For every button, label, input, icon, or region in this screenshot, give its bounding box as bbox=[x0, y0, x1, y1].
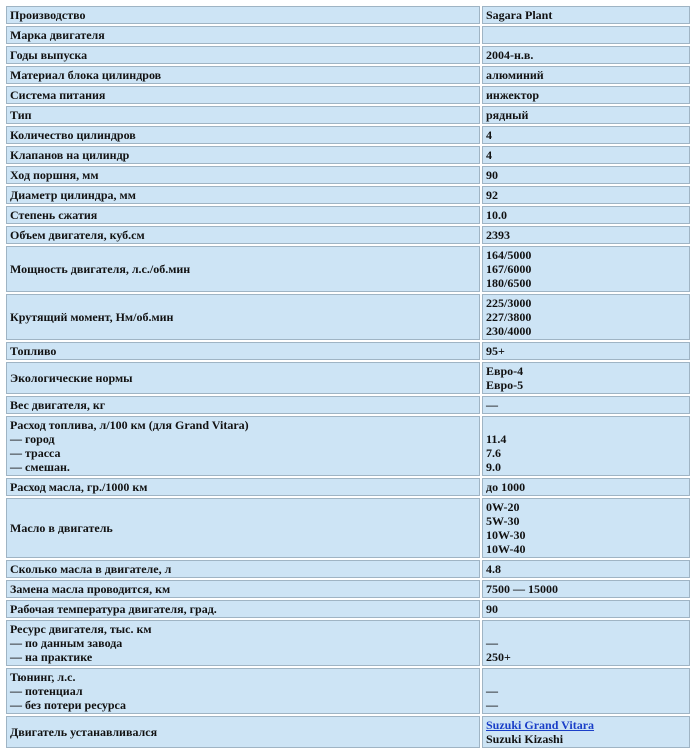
spec-label: Тип bbox=[10, 108, 32, 122]
spec-value-cell bbox=[482, 26, 690, 44]
spec-label: Топливо bbox=[10, 344, 57, 358]
spec-label: Производство bbox=[10, 8, 86, 22]
spec-row bbox=[6, 560, 690, 578]
spec-value: рядный bbox=[486, 108, 529, 122]
spec-value-cell bbox=[482, 294, 690, 340]
specs-table-body bbox=[6, 6, 690, 748]
spec-value: 10.0 bbox=[486, 208, 507, 222]
spec-value: 11.4 bbox=[486, 432, 507, 446]
spec-value-cell bbox=[482, 146, 690, 164]
spec-label-line: Расход топлива, л/100 км (для Grand Vitara) bbox=[10, 418, 249, 432]
spec-row bbox=[6, 396, 690, 414]
spec-value-cell bbox=[482, 66, 690, 84]
spec-value-cell bbox=[482, 600, 690, 618]
spec-value: 227/3800 bbox=[486, 310, 532, 324]
spec-row bbox=[6, 498, 690, 558]
spec-label-cell bbox=[6, 226, 480, 244]
spec-row bbox=[6, 86, 690, 104]
spec-row bbox=[6, 206, 690, 224]
spec-label-line: — потенциал bbox=[10, 684, 83, 698]
spec-label: Замена масла проводится, км bbox=[10, 582, 171, 596]
spec-label: Крутящий момент, Нм/об.мин bbox=[10, 310, 174, 324]
spec-value-cell bbox=[482, 498, 690, 558]
spec-label-cell bbox=[6, 416, 480, 476]
spec-row bbox=[6, 46, 690, 64]
spec-row bbox=[6, 246, 690, 292]
spec-value-cell bbox=[482, 416, 690, 476]
spec-row bbox=[6, 126, 690, 144]
spec-value: — bbox=[486, 636, 498, 650]
spec-value: Евро-4 bbox=[486, 364, 524, 378]
spec-value: 0W-20 bbox=[486, 500, 520, 514]
spec-label: Расход масла, гр./1000 км bbox=[10, 480, 148, 494]
spec-row bbox=[6, 186, 690, 204]
spec-row bbox=[6, 342, 690, 360]
spec-value: 92 bbox=[486, 188, 498, 202]
spec-label-cell bbox=[6, 126, 480, 144]
spec-value: 95+ bbox=[486, 344, 505, 358]
spec-label: Количество цилиндров bbox=[10, 128, 136, 142]
spec-value-cell bbox=[482, 246, 690, 292]
spec-row bbox=[6, 580, 690, 598]
spec-label-line: — по данным завода bbox=[10, 636, 123, 650]
spec-label: Масло в двигатель bbox=[10, 521, 113, 535]
spec-value-cell bbox=[482, 226, 690, 244]
spec-row bbox=[6, 106, 690, 124]
spec-value-cell bbox=[482, 342, 690, 360]
spec-label-cell bbox=[6, 146, 480, 164]
spec-row bbox=[6, 6, 690, 24]
spec-value: 90 bbox=[486, 602, 498, 616]
spec-value-cell bbox=[482, 166, 690, 184]
spec-label-cell bbox=[6, 206, 480, 224]
spec-value: — bbox=[486, 398, 498, 412]
spec-value: до 1000 bbox=[486, 480, 526, 494]
spec-row bbox=[6, 600, 690, 618]
spec-value: 230/4000 bbox=[486, 324, 532, 338]
spec-value: алюминий bbox=[486, 68, 544, 82]
spec-label: Сколько масла в двигателе, л bbox=[10, 562, 172, 576]
spec-row bbox=[6, 146, 690, 164]
spec-label-cell bbox=[6, 294, 480, 340]
spec-label-cell bbox=[6, 246, 480, 292]
spec-label-line: — город bbox=[10, 432, 55, 446]
spec-label-cell bbox=[6, 166, 480, 184]
spec-label-cell bbox=[6, 620, 480, 666]
spec-label-line: Ресурс двигателя, тыс. км bbox=[10, 622, 152, 636]
spec-value: 10W-40 bbox=[486, 542, 526, 556]
spec-value: — bbox=[486, 684, 498, 698]
spec-label-cell bbox=[6, 716, 480, 748]
spec-label: Двигатель устанавливался bbox=[10, 725, 158, 739]
spec-label: Клапанов на цилиндр bbox=[10, 148, 130, 162]
spec-value: Suzuki Kizashi bbox=[486, 732, 564, 746]
spec-row bbox=[6, 66, 690, 84]
spec-value: 7.6 bbox=[486, 446, 501, 460]
spec-label-cell bbox=[6, 362, 480, 394]
spec-label: Марка двигателя bbox=[10, 28, 105, 42]
spec-value-cell bbox=[482, 126, 690, 144]
spec-label-line: Тюнинг, л.с. bbox=[10, 670, 76, 684]
spec-label-cell bbox=[6, 600, 480, 618]
spec-value-cell bbox=[482, 86, 690, 104]
spec-value: 10W-30 bbox=[486, 528, 526, 542]
spec-value: 250+ bbox=[486, 650, 511, 664]
spec-label: Рабочая температура двигателя, град. bbox=[10, 602, 217, 616]
spec-label-cell bbox=[6, 580, 480, 598]
spec-value: Sagara Plant bbox=[486, 8, 553, 22]
spec-value-cell bbox=[482, 6, 690, 24]
spec-value: 225/3000 bbox=[486, 296, 532, 310]
spec-value bbox=[486, 622, 686, 636]
spec-row bbox=[6, 294, 690, 340]
spec-label: Ход поршня, мм bbox=[10, 168, 99, 182]
spec-value: 4 bbox=[486, 128, 492, 142]
spec-label: Диаметр цилиндра, мм bbox=[10, 188, 136, 202]
engine-specs-table bbox=[4, 4, 692, 750]
spec-value-cell bbox=[482, 186, 690, 204]
spec-value: 7500 — 15000 bbox=[486, 582, 558, 596]
spec-row bbox=[6, 478, 690, 496]
spec-row bbox=[6, 716, 690, 748]
spec-label-cell bbox=[6, 86, 480, 104]
spec-label-cell bbox=[6, 106, 480, 124]
spec-value: 90 bbox=[486, 168, 498, 182]
spec-value: 167/6000 bbox=[486, 262, 532, 276]
spec-value: 4.8 bbox=[486, 562, 501, 576]
spec-value bbox=[486, 670, 686, 684]
spec-label-line: — без потери ресурса bbox=[10, 698, 127, 712]
spec-value: Евро-5 bbox=[486, 378, 524, 392]
spec-value-cell bbox=[482, 46, 690, 64]
spec-label-cell bbox=[6, 6, 480, 24]
spec-label-cell bbox=[6, 186, 480, 204]
spec-value-cell bbox=[482, 620, 690, 666]
spec-value: — bbox=[486, 698, 498, 712]
spec-label-cell bbox=[6, 26, 480, 44]
spec-label: Материал блока цилиндров bbox=[10, 68, 162, 82]
spec-row bbox=[6, 362, 690, 394]
spec-value-cell bbox=[482, 560, 690, 578]
spec-label: Вес двигателя, кг bbox=[10, 398, 106, 412]
spec-label-cell bbox=[6, 66, 480, 84]
spec-label-cell bbox=[6, 396, 480, 414]
spec-row bbox=[6, 166, 690, 184]
spec-value: 164/5000 bbox=[486, 248, 532, 262]
spec-value-cell bbox=[482, 106, 690, 124]
spec-value: 2004-н.в. bbox=[486, 48, 534, 62]
spec-label-cell bbox=[6, 668, 480, 714]
spec-value: 2393 bbox=[486, 228, 510, 242]
spec-label-line: — смешан. bbox=[10, 460, 70, 474]
installed-in-link[interactable]: Suzuki Grand Vitara bbox=[486, 718, 595, 732]
spec-label-cell bbox=[6, 46, 480, 64]
spec-label-cell bbox=[6, 478, 480, 496]
spec-value-cell bbox=[482, 580, 690, 598]
spec-label: Экологические нормы bbox=[10, 371, 133, 385]
spec-row bbox=[6, 668, 690, 714]
spec-label-cell bbox=[6, 342, 480, 360]
spec-label: Степень сжатия bbox=[10, 208, 98, 222]
spec-label-line: — на практике bbox=[10, 650, 93, 664]
spec-label: Система питания bbox=[10, 88, 106, 102]
spec-value-cell bbox=[482, 206, 690, 224]
spec-value-cell bbox=[482, 668, 690, 714]
spec-value: инжектор bbox=[486, 88, 540, 102]
spec-row bbox=[6, 620, 690, 666]
spec-label: Мощность двигателя, л.с./об.мин bbox=[10, 262, 191, 276]
spec-value-cell bbox=[482, 716, 690, 748]
spec-value: 4 bbox=[486, 148, 492, 162]
spec-label-line: — трасса bbox=[10, 446, 61, 460]
spec-row bbox=[6, 26, 690, 44]
spec-value-cell bbox=[482, 362, 690, 394]
spec-value bbox=[486, 418, 686, 432]
spec-row bbox=[6, 416, 690, 476]
spec-label-cell bbox=[6, 498, 480, 558]
spec-label: Объем двигателя, куб.см bbox=[10, 228, 145, 242]
spec-value: 9.0 bbox=[486, 460, 501, 474]
spec-value: 5W-30 bbox=[486, 514, 520, 528]
spec-row bbox=[6, 226, 690, 244]
spec-value-cell bbox=[482, 396, 690, 414]
spec-value-cell bbox=[482, 478, 690, 496]
spec-label-cell bbox=[6, 560, 480, 578]
spec-label: Годы выпуска bbox=[10, 48, 88, 62]
spec-value: 180/6500 bbox=[486, 276, 532, 290]
